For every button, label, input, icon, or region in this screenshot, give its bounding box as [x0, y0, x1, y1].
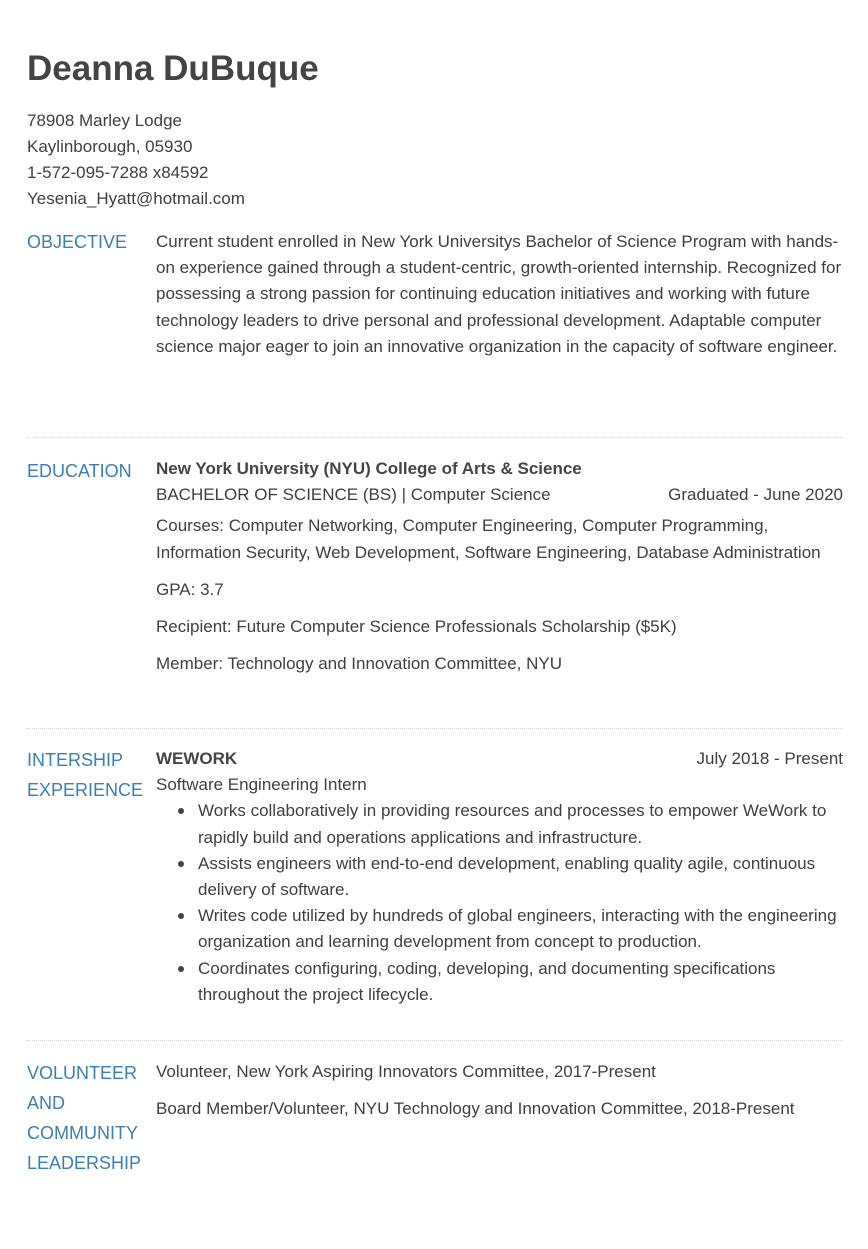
internship-label	[27, 745, 149, 805]
volunteer-label-line-3: COMMUNITY	[27, 1123, 138, 1143]
scholarship: Recipient: Future Computer Science Professionals Scholarship ($5K)	[156, 617, 677, 637]
volunteer-item: Board Member/Volunteer, NYU Technology and Innovation Committee, 2018-Present	[156, 1099, 795, 1119]
education-school-row	[156, 456, 843, 482]
volunteer-body	[156, 1059, 843, 1122]
objective-text: Current student enrolled in New York Universitys Bachelor of Science Program with hands-on experience gained through a student-centric, growth-oriented internship. Recognized for possessing a strong passion for continuing education initiatives and working with future technology leaders to drive personal and professional development. Adaptable computer science major eager to join an innovative organization in the capacity of software engineer.	[156, 232, 842, 356]
school-name: New York University (NYU) College of Arts & Science	[156, 459, 582, 478]
address-line-2: Kaylinborough, 05930	[27, 137, 193, 156]
responsibility-item: Coordinates configuring, coding, developing, and documenting specifications throughout the project lifecycle.	[198, 956, 843, 1008]
phone-number: 1-572-095-7288 x84592	[27, 163, 209, 182]
candidate-name: Deanna DuBuque	[27, 49, 319, 88]
membership: Member: Technology and Innovation Committee, NYU	[156, 654, 562, 674]
volunteer-label-line-1: VOLUNTEER	[27, 1063, 138, 1083]
section-divider	[27, 1040, 843, 1041]
objective-label: OBJECTIVE	[27, 232, 128, 252]
email-address: Yesenia_Hyatt@hotmail.com	[27, 189, 245, 208]
gpa: GPA: 3.7	[156, 579, 224, 599]
internship-company-row	[156, 746, 843, 772]
internship-label-line-2: EXPERIENCE	[27, 780, 144, 800]
volunteer-label	[27, 1058, 149, 1178]
objective-body	[156, 229, 843, 360]
education-degree-row	[156, 482, 843, 508]
education-body	[156, 456, 843, 677]
degree: BACHELOR OF SCIENCE (BS) | Computer Science	[156, 485, 551, 505]
volunteer-label-line-2: AND	[27, 1093, 66, 1113]
education-label: EDUCATION	[27, 461, 132, 481]
graduation-date: Graduated - June 2020	[668, 485, 843, 505]
internship-body	[156, 746, 843, 1008]
company-name: WEWORK	[156, 749, 238, 768]
section-divider	[27, 728, 843, 729]
responsibility-item: Works collaboratively in providing resources and processes to empower WeWork to rapidly build and operations applications and infrastructure.	[198, 798, 843, 850]
address-line-1: 78908 Marley Lodge	[27, 111, 183, 130]
section-divider	[27, 437, 843, 438]
volunteer-label-line-4: LEADERSHIP	[27, 1153, 142, 1173]
internship-label-line-1: INTERSHIP	[27, 750, 124, 770]
contact-block	[27, 108, 245, 212]
internship-dates: July 2018 - Present	[696, 749, 843, 768]
job-title: Software Engineering Intern	[156, 775, 367, 795]
responsibility-item: Writes code utilized by hundreds of global engineers, interacting with the engineering organization and learning development from concept to production.	[198, 903, 843, 955]
courses: Courses: Computer Networking, Computer Engineering, Computer Programming, Information Security, Web Development, Software Engineering, Database Administration	[156, 516, 821, 562]
responsibilities-list	[156, 798, 843, 1008]
responsibility-item: Assists engineers with end-to-end development, enabling quality agile, continuous delivery of software.	[198, 851, 843, 903]
volunteer-item: Volunteer, New York Aspiring Innovators Committee, 2017-Present	[156, 1062, 656, 1081]
